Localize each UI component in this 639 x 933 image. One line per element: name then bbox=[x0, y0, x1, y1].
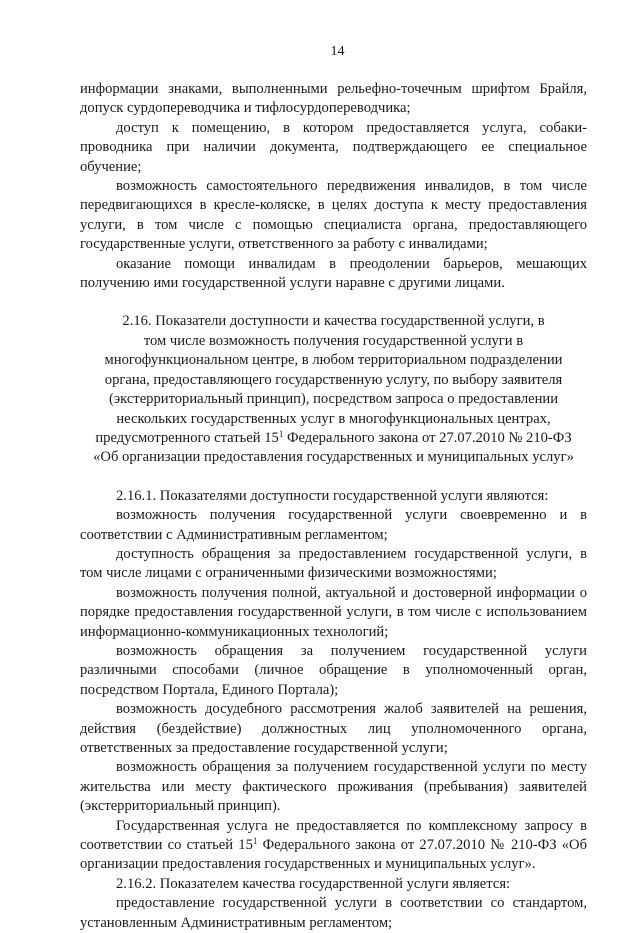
heading-text: предусмотренного статьей 15 bbox=[95, 429, 279, 446]
paragraph-request-methods: возможность обращения за получением государственной услуги различными способами (личное обращение в уполномоченный орган, посредством Портала, Единого Портала); bbox=[80, 642, 587, 698]
heading-line: 2.16. Показатели доступности и качества государственной услуги, в bbox=[122, 313, 545, 330]
paragraph-timely-service: возможность получения государственной услуги своевременно и в соответствии с Административным регламентом; bbox=[80, 507, 587, 543]
superscript: 1 bbox=[278, 428, 284, 439]
paragraph-quality-standard: предоставление государственной услуги в соответствии со стандартом, установленным Административным регламентом; bbox=[80, 895, 587, 931]
page-number: 14 bbox=[330, 44, 345, 59]
heading-line: многофункциональном центре, в любом территориальном подразделении bbox=[104, 352, 563, 369]
heading-line: (экстерриториальный принцип), посредством запроса о предоставлении bbox=[108, 391, 559, 408]
heading-line: том числе возможность получения государственной услуги в bbox=[143, 332, 524, 349]
paragraph-accessibility: доступность обращения за предоставлением государственной услуги, в том числе лицами с ограниченными физическими возможностями; bbox=[80, 545, 587, 582]
heading-line: нескольких государственных услуг в многофункциональных центрах, bbox=[116, 410, 551, 427]
heading-line: «Об организации предоставления государственных и муниципальных услуг» bbox=[93, 449, 574, 466]
paragraph-2-16-2-title: 2.16.2. Показателем качества государственной услуги является: bbox=[116, 875, 511, 892]
paragraph-text: Федерального закона от 27.07.2010 № 210-ФЗ «Об организации предоставления государственных и муниципальных услуг». bbox=[80, 837, 587, 873]
paragraph-text: Государственная услуга не предоставляется по комплексному запросу в соответствии со статьей 15 bbox=[80, 817, 587, 854]
paragraph-2-16-1-title: 2.16.1. Показателями доступности государственной услуги являются: bbox=[116, 487, 549, 504]
paragraph-barrier-assistance: оказание помощи инвалидам в преодолении барьеров, мешающих получению ими государственной услуги наравне с другими лицами. bbox=[80, 255, 587, 292]
section-heading-2-16 bbox=[80, 312, 587, 467]
paragraph-wheelchair-movement: возможность самостоятельного передвижения инвалидов, в том числе передвигающихся в кресле-коляске, в целях доступа к месту предоставления услуги, в том числе с помощью специалиста органа, предоставляющего государственные услуги, ответственного за работу с инвалидами; bbox=[80, 178, 587, 253]
paragraph-guide-dog: доступ к помещению, в котором предоставляется услуга, собаки-проводника при наличии документа, подтверждающего ее специальное обучение; bbox=[80, 119, 587, 175]
heading-text: Федерального закона от 27.07.2010 № 210-ФЗ bbox=[283, 429, 572, 446]
heading-line-law-reference bbox=[80, 429, 587, 448]
paragraph-braille: информации знаками, выполненными рельефно-точечным шрифтом Брайля, допуск сурдопереводчика и тифлосурдопереводчика; bbox=[80, 81, 587, 117]
paragraph-information: возможность получения полной, актуальной и достоверной информации о порядке предоставления государственной услуги, в том числе с использованием информационно-коммуникационных технологий; bbox=[80, 584, 587, 640]
paragraph-extraterritorial: возможность обращения за получением государственной услуги по месту жительства или месту фактического проживания (пребывания) заявителей (экстерриториальный принцип). bbox=[80, 759, 587, 815]
superscript: 1 bbox=[252, 836, 258, 847]
heading-line: органа, предоставляющего государственную услугу, по выбору заявителя bbox=[104, 371, 563, 388]
paragraph-complex-request bbox=[80, 817, 587, 875]
paragraph-complaints: возможность досудебного рассмотрения жалоб заявителей на решения, действия (бездействие) должностных лиц уполномоченного органа, ответственных за предоставление государственной услуги; bbox=[80, 701, 587, 756]
